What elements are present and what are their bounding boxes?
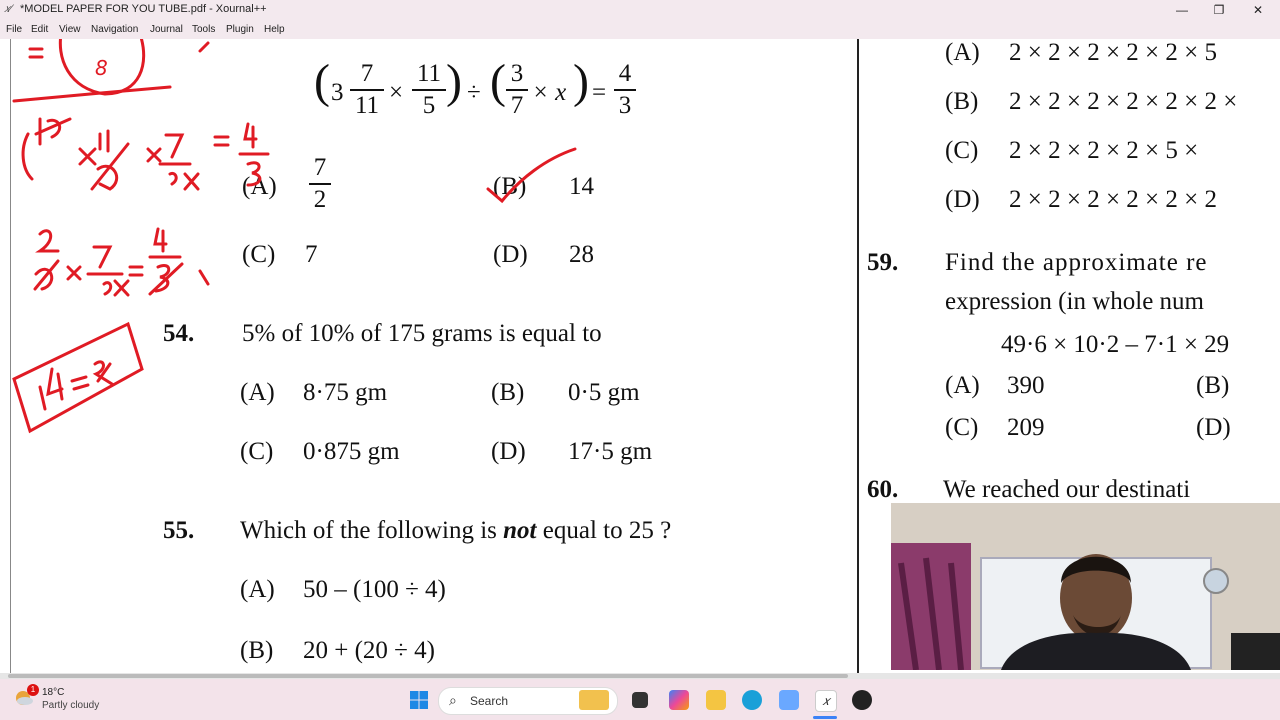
windows-start-icon[interactable] (409, 690, 429, 710)
q60-text: We reached our destinati (943, 476, 1191, 503)
ink-seven (166, 135, 182, 157)
q59-option-b-label: (B) (1196, 372, 1230, 399)
title-bar (0, 0, 1280, 20)
q53-fraction-2: 11 5 (412, 61, 446, 119)
q55-option-b-label: (B) (240, 637, 274, 664)
times-sign: × (389, 79, 404, 106)
q54-number: 54. (163, 320, 195, 347)
q58-option-c-value: 2 × 2 × 2 × 2 × 5 × (1009, 137, 1199, 164)
ink-underline (14, 87, 170, 101)
minimize-button[interactable]: — (1176, 3, 1188, 17)
q53-option-c-label: (C) (242, 241, 276, 268)
edge-icon[interactable] (742, 690, 762, 710)
obs-icon[interactable] (852, 690, 872, 710)
ink-three (248, 163, 260, 185)
file-explorer-icon[interactable] (706, 690, 726, 710)
close-paren-2: ) (573, 55, 589, 108)
menu-journal[interactable]: Journal (150, 24, 183, 35)
q54-text: 5% of 10% of 175 grams is equal to (242, 320, 602, 347)
q53-fraction-3: 3 7 (506, 61, 528, 119)
q59-text-line2: expression (in whole num (945, 288, 1204, 315)
ink-equals-2 (215, 137, 228, 145)
webcam-feed (891, 503, 1280, 670)
menu-tools[interactable]: Tools (192, 24, 216, 35)
q53-whole: 3 (331, 79, 344, 106)
ink-paren-left (23, 134, 32, 179)
ink-3x (170, 173, 198, 189)
q59-option-c-label: (C) (945, 414, 979, 441)
copilot-icon[interactable] (669, 690, 689, 710)
menu-view[interactable]: View (59, 24, 81, 35)
divide-sign: ÷ (467, 79, 481, 106)
q59-text-line1: Find the approximate re (945, 249, 1208, 276)
q53-fraction-1: 7 11 (350, 61, 384, 119)
close-button[interactable]: ✕ (1252, 3, 1264, 17)
ink-four (245, 124, 256, 147)
menu-navigation[interactable]: Navigation (91, 24, 139, 35)
active-app-indicator (813, 716, 837, 719)
q53-rhs-fraction: 4 3 (614, 61, 636, 119)
q58-option-c-label: (C) (945, 137, 979, 164)
equals-sign: = (592, 79, 607, 106)
q58-option-a-value: 2 × 2 × 2 × 2 × 2 × 5 (1009, 39, 1217, 66)
ink-times-2 (148, 149, 160, 161)
ink-equals (30, 49, 42, 57)
q59-expression: 49·6 × 10·2 – 7·1 × 29 (1001, 331, 1230, 358)
q59-number: 59. (867, 249, 899, 276)
ink-times-1 (80, 149, 95, 164)
q54-option-c-value: 0·875 gm (303, 438, 400, 465)
menu-edit[interactable]: Edit (31, 24, 49, 35)
close-paren: ) (446, 55, 462, 108)
q59-option-a-label: (A) (945, 372, 980, 399)
ink-eight-cancel (35, 261, 58, 289)
q53-option-a-value: 7 2 (309, 155, 331, 213)
q53-option-b-label: (B) (493, 173, 527, 200)
weather-icon[interactable] (12, 686, 34, 706)
ink-circle-number: 8 (95, 56, 108, 80)
q53-option-d-value: 28 (569, 241, 594, 268)
ink-annotations[interactable] (0, 39, 860, 673)
search-icon: ⌕ (449, 692, 457, 708)
q54-option-b-label: (B) (491, 379, 525, 406)
tick-mark (488, 149, 575, 201)
search-placeholder: Search (470, 694, 509, 708)
maximize-button[interactable]: ❐ (1213, 3, 1225, 17)
q58-option-d-value: 2 × 2 × 2 × 2 × 2 × 2 (1009, 186, 1217, 213)
q54-option-a-value: 8·75 gm (303, 379, 388, 406)
weather-temp: 18°C (42, 687, 65, 698)
q53-option-b-value: 14 (569, 173, 594, 200)
open-paren-2: ( (490, 55, 506, 108)
task-view-icon[interactable] (632, 692, 648, 708)
ink-two (40, 231, 58, 251)
q54-option-b-value: 0·5 gm (568, 379, 640, 406)
q53-option-a-label: (A) (242, 173, 277, 200)
q55-text: Which of the following is not equal to 25 ? (240, 517, 672, 544)
webcam-overlay (891, 503, 1280, 670)
q55-option-b-value: 20 + (20 ÷ 4) (303, 637, 435, 664)
q55-number: 55. (163, 517, 195, 544)
q55-option-a-label: (A) (240, 576, 275, 603)
q54-option-d-value: 17·5 gm (568, 438, 653, 465)
scrollbar-thumb[interactable] (8, 674, 848, 678)
q54-option-a-label: (A) (240, 379, 275, 406)
taskbar-search[interactable] (438, 687, 618, 715)
q59-option-d-label: (D) (1196, 414, 1231, 441)
menu-bar (0, 20, 1280, 39)
open-paren: ( (314, 55, 330, 108)
xournal-icon: 𝑥⁄ (4, 3, 12, 15)
q60-number: 60. (867, 476, 899, 503)
q54-option-c-label: (C) (240, 438, 274, 465)
q58-option-b-label: (B) (945, 88, 979, 115)
x-term: × x (532, 79, 567, 106)
ink-x (95, 362, 112, 384)
weather-desc: Partly cloudy (42, 700, 100, 711)
q53-option-d-label: (D) (493, 241, 528, 268)
q53-option-c-value: 7 (305, 241, 318, 268)
snipping-tool-icon[interactable] (779, 690, 799, 710)
menu-plugin[interactable]: Plugin (226, 24, 254, 35)
q54-option-d-label: (D) (491, 438, 526, 465)
menu-file[interactable]: File (6, 24, 23, 35)
window-title: *MODEL PAPER FOR YOU TUBE.pdf - Xournal++ (20, 3, 267, 15)
q59-option-a-value: 390 (1007, 372, 1045, 399)
taskbar (0, 679, 1280, 720)
search-highlight-icon (579, 690, 609, 710)
xournal-taskbar-icon[interactable]: 𝑥 (815, 690, 837, 712)
q55-option-a-value: 50 – (100 ÷ 4) (303, 576, 446, 603)
weather-badge: 1 (27, 684, 39, 696)
q59-option-c-value: 209 (1007, 414, 1045, 441)
menu-help[interactable]: Help (264, 24, 285, 35)
q58-option-b-value: 2 × 2 × 2 × 2 × 2 × 2 × (1009, 88, 1238, 115)
q58-option-d-label: (D) (945, 186, 980, 213)
q58-option-a-label: (A) (945, 39, 980, 66)
